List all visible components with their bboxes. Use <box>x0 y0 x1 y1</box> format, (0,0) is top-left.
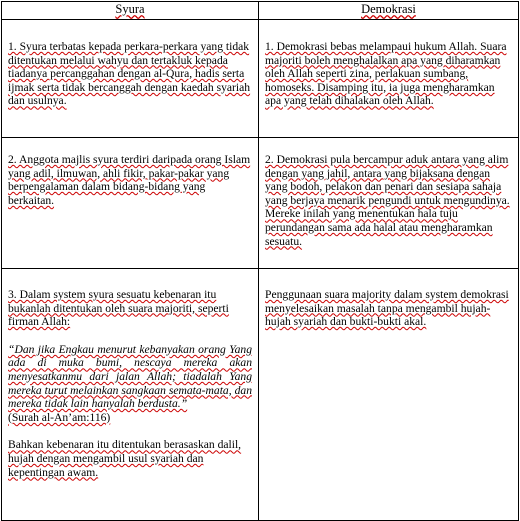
demokrasi-cell-1 <box>259 20 519 138</box>
quran-quote: “Dan jika Engkau menurut kebanyakan orang Yang ada di muka bumi, nescaya mereka akan menyesatkanmu dari jalan Allah; tiadalah Yang mereka turut melainkan sangkaan semata-mata, dan mereka tidak lain hanyalah berdusta.” <box>8 342 252 411</box>
syura-cell-3 <box>2 269 259 521</box>
syura-cell-2 <box>2 138 259 269</box>
demokrasi-point-1: 1. Demokrasi bebas melampaui hukum Allah. Suara majoriti boleh menghalalkan apa yang diharamkan oleh Allah seperti zina, perlakuan sumbang, homoseks. Disamping itu, ia juga mengharamkan apa yang telah dihalakan oleh Allah. <box>265 40 507 108</box>
table-row <box>2 269 519 521</box>
table-row <box>2 20 519 138</box>
demokrasi-point-2: 2. Demokrasi pula bercampur aduk antara yang alim dengan yang jahil, antara yang bijaksana dengan yang bodoh, pelakon dan penari dan sesiapa sahaja yang berjaya menarik pengundi untuk mengundinya. Mereke inilah yang menentukan hala tuju perundangan sama ada halal atau mengharamkan sesuatu. <box>265 153 510 248</box>
syura-closing: Bahkan kebenaran itu ditentukan berasaskan dalil, hujah dengan mengambil usul syariah dan kepentingan awam. <box>8 438 242 479</box>
header-row <box>2 2 519 20</box>
syura-point-1: 1. Syura terbatas kepada perkara-perkara yang tidak ditentukan melalui wahyu dan tertakluk kepada tiadanya percanggahan dengan al-Qura, hadis serta ijmak serta tidak bercanggah dengan kaedah syariah dan usulnya. <box>8 40 251 108</box>
comparison-table <box>1 1 519 521</box>
demokrasi-cell-2 <box>259 138 519 269</box>
syura-point-2: 2. Anggota majlis syura terdiri daripada orang Islam yang adil, ilmuwan, ahli fikir, pakar-pakar yang berpengalaman dalam bidang-bidang yang berkaitan. <box>8 153 251 207</box>
table-row <box>2 138 519 269</box>
header-demokrasi: Demokrasi <box>259 2 519 20</box>
quote-source-text: (Surah al-An’am:116) <box>8 410 111 424</box>
header-syura: Syura <box>2 2 259 20</box>
demokrasi-cell-3 <box>259 269 519 521</box>
demokrasi-point-3: Penggunaan suara majority dalam system demokrasi menyelesaikan masalah tanpa mengambil hujah-hujah syariah dan bukti-bukti akal. <box>265 288 509 329</box>
syura-cell-1 <box>2 20 259 138</box>
syura-point-3: 3. Dalam system syura sesuatu kebenaran itu bukanlah ditentukan oleh suara majoriti, seperti firman Allah: <box>8 288 229 329</box>
quote-source <box>8 411 252 425</box>
